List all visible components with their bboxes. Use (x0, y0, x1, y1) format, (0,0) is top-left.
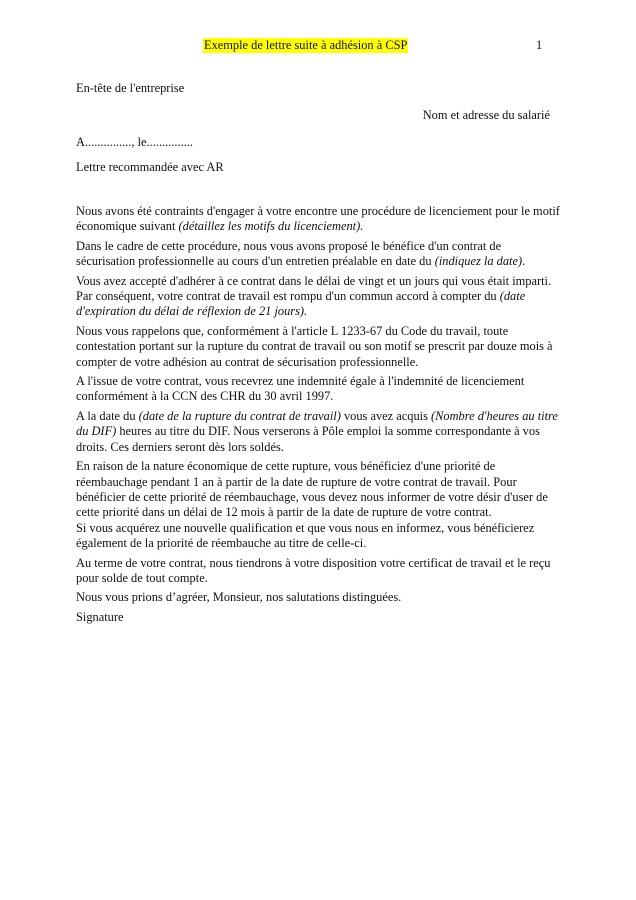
recipient-address: Nom et adresse du salarié (422, 108, 550, 122)
paragraph-dif-c: heures au titre du DIF. Nous verserons à Pôle emploi la somme correspondante à vos droits. Ces derniers seront dès lors soldés. (76, 424, 540, 454)
delivery-mode: Lettre recommandée avec AR (76, 160, 224, 174)
paragraph-priority: En raison de la nature économique de cette rupture, vous bénéficiez d'une priorité de réembauchage pendant 1 an à partir de la date de rupture de votre contrat de travail. Pour bénéficier de cette priorité de réembauchage, vous devez nous informer de votre désir d'user de cette priorité dans un délai de 12 mois à partir de la date de rupture de votre contrat. (76, 459, 548, 520)
paragraph-dif-italic-1: (date de la rupture du contrat de travail) (138, 408, 341, 423)
paragraph-dif-b: vous avez acquis (340, 408, 432, 423)
place-date-line: A..............., le............... (76, 135, 194, 149)
paragraph-motif-text: Nous avons été contraints d'engager à votre encontre une procédure de licenciement pour le motif économique suivant (76, 204, 560, 234)
paragraph-acceptance-italic: (date d'expiration du délai de réflexion de 21 jours). (76, 289, 526, 319)
paragraph-procedure (76, 239, 562, 270)
paragraph-acceptance (76, 274, 562, 320)
paragraph-dif-italic-2: (Nombre d'heures au titre du DIF) (76, 408, 558, 439)
paragraph-closing: Nous vous prions d’agréer, Monsieur, nos salutations distinguées. (76, 590, 402, 605)
paragraph-indemnity: A l'issue de votre contrat, vous recevrez une indemnité égale à l'indemnité de licenciement conformément à la CCN des CHR du 30 avril 1997. (76, 374, 525, 404)
signature: Signature (76, 609, 124, 624)
company-header: En-tête de l'entreprise (76, 81, 185, 95)
paragraph-qualification: Si vous acquérez une nouvelle qualification et que vous nous en informez, vous bénéficierez également de la priorité de réembauche au titre de celle-ci. (76, 520, 535, 551)
paragraph-procedure-text: Dans le cadre de cette procédure, nous vous avons proposé le bénéfice d'un contrat de sécurisation professionnelle au cours d'un entretien préalable en date du (76, 238, 502, 269)
paragraph-motif-italic: (détaillez les motifs du licenciement). (178, 219, 364, 234)
paragraph-prescription: Nous vous rappelons que, conformément à l'article L 1233-67 du Code du travail, toute contestation portant sur la rupture du contrat de travail ou son motif se prescrit par douze mois à compter de votre adhésion au contrat de sécurisation professionnelle. (76, 323, 553, 369)
paragraph-procedure-end: . (522, 254, 526, 269)
paragraph-acceptance-text: Vous avez accepté d'adhérer à ce contrat dans le délai de vingt et un jours qui vous était imparti. Par conséquent, votre contrat de travail est rompu d'un commun accord à compter du (76, 273, 552, 304)
paragraph-dif (76, 409, 562, 455)
letter-body (76, 204, 562, 625)
page-number: 1 (536, 38, 543, 52)
paragraph-certificate: Au terme de votre contrat, nous tiendrons à votre disposition votre certificat de travail et le reçu pour solde de tout compte. (76, 555, 551, 585)
paragraph-motif (76, 204, 562, 235)
header-title: Exemple de lettre suite à adhésion à CSP (204, 38, 408, 52)
paragraph-dif-a: A la date du (76, 408, 139, 423)
paragraph-procedure-italic: (indiquez la date) (434, 254, 523, 269)
